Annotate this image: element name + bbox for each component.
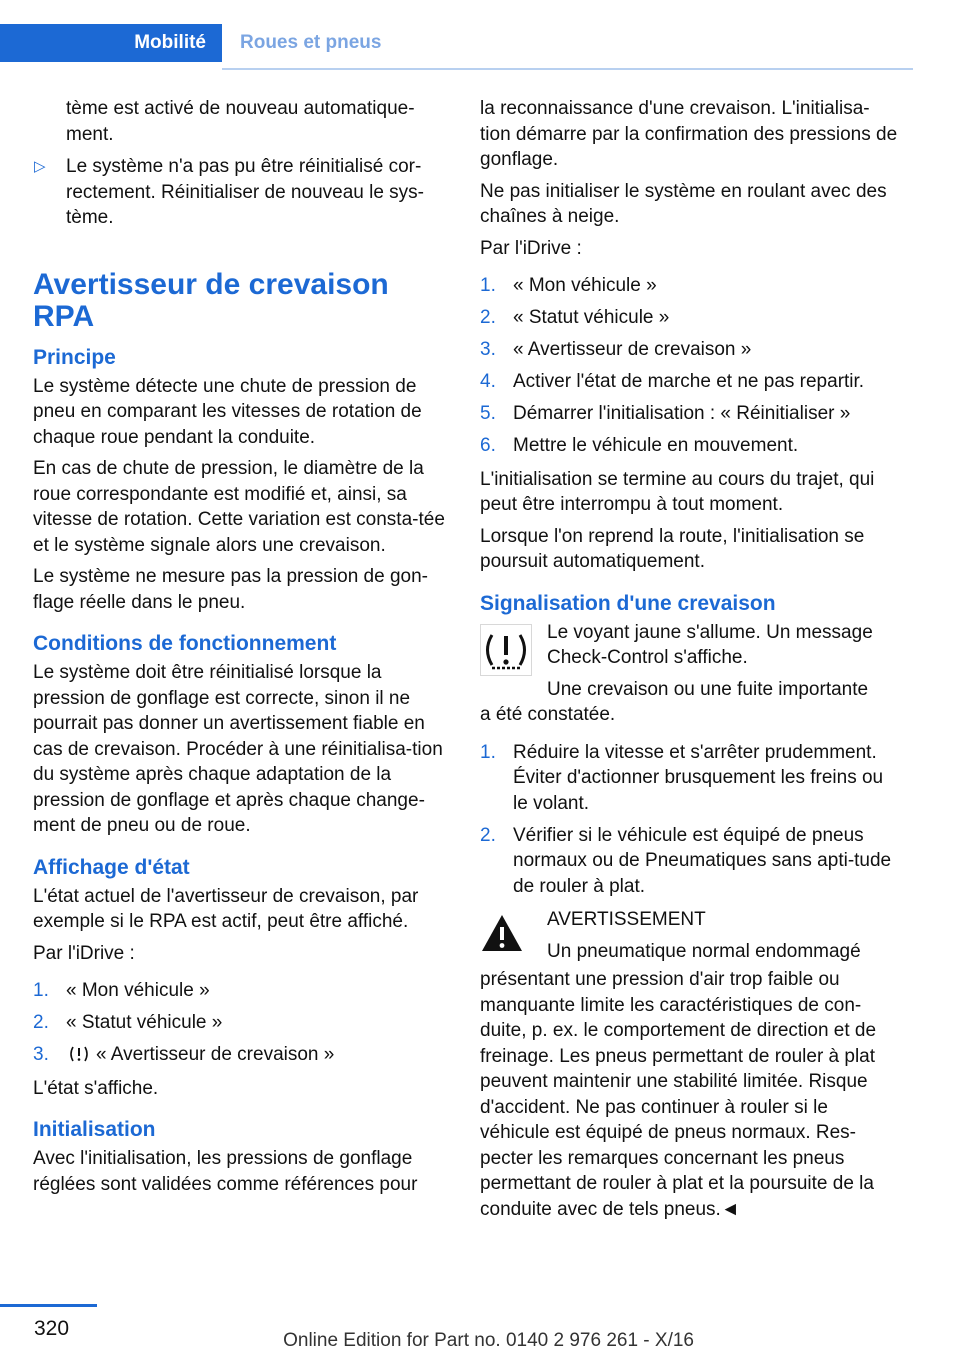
paragraph: Le voyant jaune s'allume. Un message Check-Control s'affiche.	[547, 621, 873, 668]
bullet-text: Le système n'a pas pu être réinitialisé cor-rectement. Réinitialiser de nouveau le sys-tème.	[66, 156, 425, 228]
step-text: Activer l'état de marche et ne pas repartir.	[513, 371, 865, 392]
list-item	[480, 823, 898, 900]
paragraph: Ne pas initialiser le système en roulant avec des chaînes à neige.	[480, 180, 887, 227]
paragraph: la reconnaissance d'une crevaison. L'initialisa-tion démarre par la confirmation des pressions de gonflage.	[480, 98, 898, 170]
warning-triangle-icon	[480, 913, 524, 953]
paragraph: Par l'iDrive :	[33, 942, 135, 964]
signal-block	[480, 620, 898, 703]
list-item	[33, 1010, 446, 1036]
step-text: « Avertisseur de crevaison »	[96, 1044, 335, 1065]
heading-conditions: Conditions de fonctionnement	[33, 632, 337, 655]
paragraph: L'initialisation se termine au cours du trajet, qui peut être interrompu à tout moment.	[480, 468, 875, 515]
paragraph: Par l'iDrive :	[480, 237, 582, 259]
step-number: 1.	[480, 741, 496, 763]
step-text: « Statut véhicule »	[66, 1012, 223, 1033]
list-item	[480, 401, 898, 427]
list-item	[33, 978, 446, 1004]
paragraph: Lorsque l'on reprend la route, l'initialisation se poursuit automatiquement.	[480, 525, 865, 572]
footer-rule	[0, 1304, 97, 1307]
step-number: 4.	[480, 371, 496, 392]
step-text: Démarrer l'initialisation : « Réinitialiser »	[513, 403, 851, 424]
heading-affichage: Affichage d'état	[33, 855, 190, 879]
edition-footer: Online Edition for Part no. 0140 2 976 261 - X/16	[283, 1330, 694, 1351]
paragraph: a été constatée.	[480, 704, 616, 725]
crevaison-steps	[480, 740, 898, 900]
paragraph: En cas de chute de pression, le diamètre de la roue correspondante est modifié et, ainsi, sa vitesse de rotation. Cette variation est consta-tée et le système signale alors une crevaison.	[33, 458, 445, 556]
list-item	[480, 273, 898, 299]
step-text: « Mon véhicule »	[66, 980, 210, 1001]
header-tabs	[0, 24, 895, 62]
paragraph: Le système détecte une chute de pression de pneu en comparant les vitesses de rotation de chaque roue pendant la conduite.	[33, 375, 422, 448]
heading-signalisation: Signalisation d'une crevaison	[480, 591, 776, 615]
bullet-item	[33, 154, 446, 231]
warning-block	[480, 907, 898, 967]
step-text: « Statut véhicule »	[513, 307, 670, 328]
paragraph: L'état s'affiche.	[33, 1077, 159, 1099]
affichage-steps	[33, 978, 446, 1068]
step-number: 1.	[33, 980, 49, 1001]
step-number: 6.	[480, 435, 496, 456]
bullet-triangle-icon: ▷	[34, 158, 46, 175]
step-number: 2.	[480, 824, 496, 846]
paragraph: Le système doit être réinitialisé lorsque la pression de gonflage est correcte, sinon il ne pourrait pas donner un avertissement fiable en cas de crevaison. Procéder à une réinitialisa-tion du système après chaque adaptation de la pression de gonflage et après chaque change-ment de pneu ou de roue.	[33, 662, 443, 836]
tab-roues-et-pneus[interactable]: Roues et pneus	[222, 24, 913, 70]
step-number: 1.	[480, 275, 496, 296]
step-number: 3.	[33, 1044, 49, 1065]
left-column	[33, 96, 446, 1203]
section-title: Avertisseur de crevaison RPA	[33, 267, 389, 333]
warning-title: AVERTISSEMENT	[547, 909, 706, 930]
step-number: 2.	[480, 307, 496, 328]
right-column	[480, 96, 898, 1228]
step-text: Réduire la vitesse et s'arrêter prudemment. Éviter d'actionner brusquement les freins ou le volant.	[513, 741, 884, 814]
step-number: 3.	[480, 339, 496, 360]
step-text: « Mon véhicule »	[513, 275, 657, 296]
list-item	[480, 337, 898, 363]
initialisation-steps	[480, 273, 898, 459]
paragraph: Avec l'initialisation, les pressions de gonflage réglées sont validées comme références pour	[33, 1148, 418, 1195]
step-text: Vérifier si le véhicule est équipé de pneus normaux ou de Pneumatiques sans apti-tude de rouler à plat.	[513, 824, 892, 897]
tab-mobilite[interactable]: Mobilité	[0, 24, 222, 62]
paragraph: Le système ne mesure pas la pression de gon-flage réelle dans le pneu.	[33, 566, 428, 613]
continued-text: tème est activé de nouveau automatique-ment.	[66, 98, 415, 145]
list-item	[480, 369, 898, 395]
list-item	[480, 433, 898, 459]
heading-principe: Principe	[33, 345, 116, 369]
tire-pressure-warning-icon	[68, 1045, 90, 1063]
tire-pressure-warning-icon	[480, 624, 532, 676]
list-item	[480, 305, 898, 331]
list-item	[33, 1042, 446, 1068]
paragraph: L'état actuel de l'avertisseur de crevaison, par exemple si le RPA est actif, peut être affiché.	[33, 885, 419, 932]
step-number: 5.	[480, 403, 496, 424]
paragraph: Une crevaison ou une fuite importante	[547, 678, 869, 700]
step-text: Mettre le véhicule en mouvement.	[513, 435, 799, 456]
paragraph: présentant une pression d'air trop faible ou manquante limite les caractéristiques de con-duite, p. ex. le comportement de direction et de freinage. Les pneus permettant de rouler à plat peuvent maintenir une stabilité limitée. Risque d'accident. Ne pas continuer à rouler si le véhicule est équipé de pneus normaux. Res-pecter les remarques concernant les pneus permettant de rouler à plat et la poursuite de la conduite avec de tels pneus.◄	[480, 969, 877, 1220]
paragraph: Un pneumatique normal endommagé	[547, 940, 861, 962]
list-item	[480, 740, 898, 817]
heading-initialisation: Initialisation	[33, 1118, 156, 1141]
page-number: 320	[34, 1317, 70, 1340]
step-text: « Avertisseur de crevaison »	[513, 339, 752, 360]
step-number: 2.	[33, 1012, 49, 1033]
